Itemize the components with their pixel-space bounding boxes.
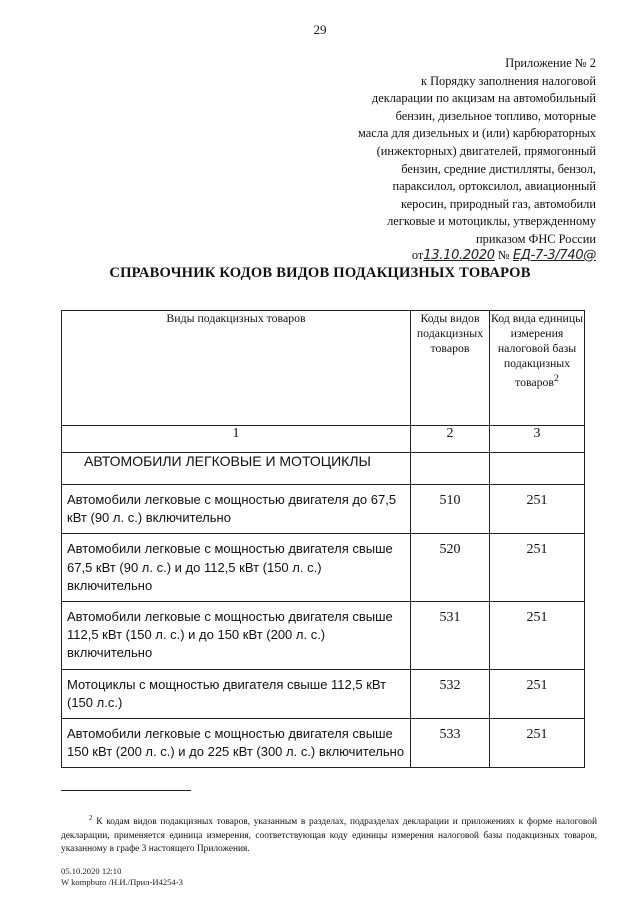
number-prefix: №: [497, 247, 510, 262]
header-goods-types: Виды подакцизных товаров: [62, 311, 411, 426]
stamp-datetime: 05.10.2020 12:10: [61, 866, 122, 876]
footnote: [61, 812, 597, 857]
unit-code: 251: [490, 602, 585, 670]
appendix-line: к Порядку заполнения налоговой: [420, 73, 596, 88]
goods-code: 510: [411, 485, 490, 534]
date-prefix: от: [411, 247, 424, 262]
page-number: 29: [313, 22, 327, 37]
table-row: [62, 602, 585, 670]
table-row: [62, 719, 585, 768]
appendix-line: параксилол, ортоксилол, авиационный: [392, 179, 596, 194]
column-number-row: [62, 426, 585, 453]
footnote-marker: 2: [89, 814, 93, 822]
goods-description: Автомобили легковые с мощностью двигателя до 67,5 кВт (90 л. с.) включительно: [62, 485, 411, 534]
header-unit-code: Код вида единицы измерения налоговой базы подакцизных товаров$^2$: [490, 311, 585, 426]
appendix-line: бензин, дизельное топливо, моторные: [395, 108, 596, 123]
header-goods-codes: Коды видов подакцизных товаров: [411, 311, 490, 426]
table-row: [62, 669, 585, 718]
footnote-divider: [61, 790, 191, 791]
appendix-line: приказом ФНС России: [476, 231, 596, 246]
file-stamp: [61, 866, 183, 888]
document-title: СПРАВОЧНИК КОДОВ ВИДОВ ПОДАКЦИЗНЫХ ТОВАРОВ: [109, 265, 531, 281]
footnote-text: К кодам видов подакцизных товаров, указанным в разделах, подразделах декларации и приложениях к форме налоговой декларации, применяется единица измерения, соответствующая коду единицы измерения налоговой базы подакцизных товаров, указанному в графе 3 настоящего Приложения.: [61, 817, 597, 855]
table-row: [62, 534, 585, 602]
appendix-line: керосин, природный газ, автомобили: [400, 196, 596, 211]
unit-code: 251: [490, 485, 585, 534]
goods-code: 531: [411, 602, 490, 670]
column-number: 2: [411, 426, 490, 453]
unit-code: 251: [490, 534, 585, 602]
stamp-path: W kompburo /Н.И./Прил-И4254-3: [61, 877, 183, 887]
goods-code: 533: [411, 719, 490, 768]
codes-table: [61, 310, 585, 768]
goods-code: 520: [411, 534, 490, 602]
section-heading: АВТОМОБИЛИ ЛЕГКОВЫЕ И МОТОЦИКЛЫ: [62, 453, 411, 485]
appendix-line: бензин, средние дистилляты, бензол,: [401, 161, 596, 176]
order-number: ЕД-7-3/740@: [512, 247, 596, 263]
unit-code: 251: [490, 669, 585, 718]
footnote-ref: 2: [554, 373, 559, 384]
appendix-line: декларации по акцизам на автомобильный: [371, 91, 596, 106]
table-header-row: [62, 311, 585, 426]
order-date-number: [296, 247, 596, 265]
appendix-line: Приложение № 2: [505, 56, 596, 70]
column-number: 1: [62, 426, 411, 453]
table-row: [62, 485, 585, 534]
goods-description: Мотоциклы с мощностью двигателя свыше 112,5 кВт (150 л.с.): [62, 669, 411, 718]
section-row: [62, 453, 585, 485]
unit-code: 251: [490, 719, 585, 768]
order-date: 13.10.2020: [423, 247, 495, 263]
goods-description: Автомобили легковые с мощностью двигателя свыше 150 кВт (200 л. с.) и до 225 кВт (300 л. с.) включительно: [62, 719, 411, 768]
appendix-line: масла для дизельных и (или) карбюраторных: [357, 126, 596, 141]
appendix-line: легковые и мотоциклы, утвержденному: [387, 214, 596, 229]
appendix-line: (инжекторных) двигателей, прямогонный: [376, 143, 596, 158]
appendix-header: [296, 55, 596, 264]
goods-code: 532: [411, 669, 490, 718]
column-number: 3: [490, 426, 585, 453]
goods-description: Автомобили легковые с мощностью двигателя свыше 112,5 кВт (150 л. с.) и до 150 кВт (200 л. с.) включительно: [62, 602, 411, 670]
goods-description: Автомобили легковые с мощностью двигателя свыше 67,5 кВт (90 л. с.) и до 112,5 кВт (150 л. с.) включительно: [62, 534, 411, 602]
